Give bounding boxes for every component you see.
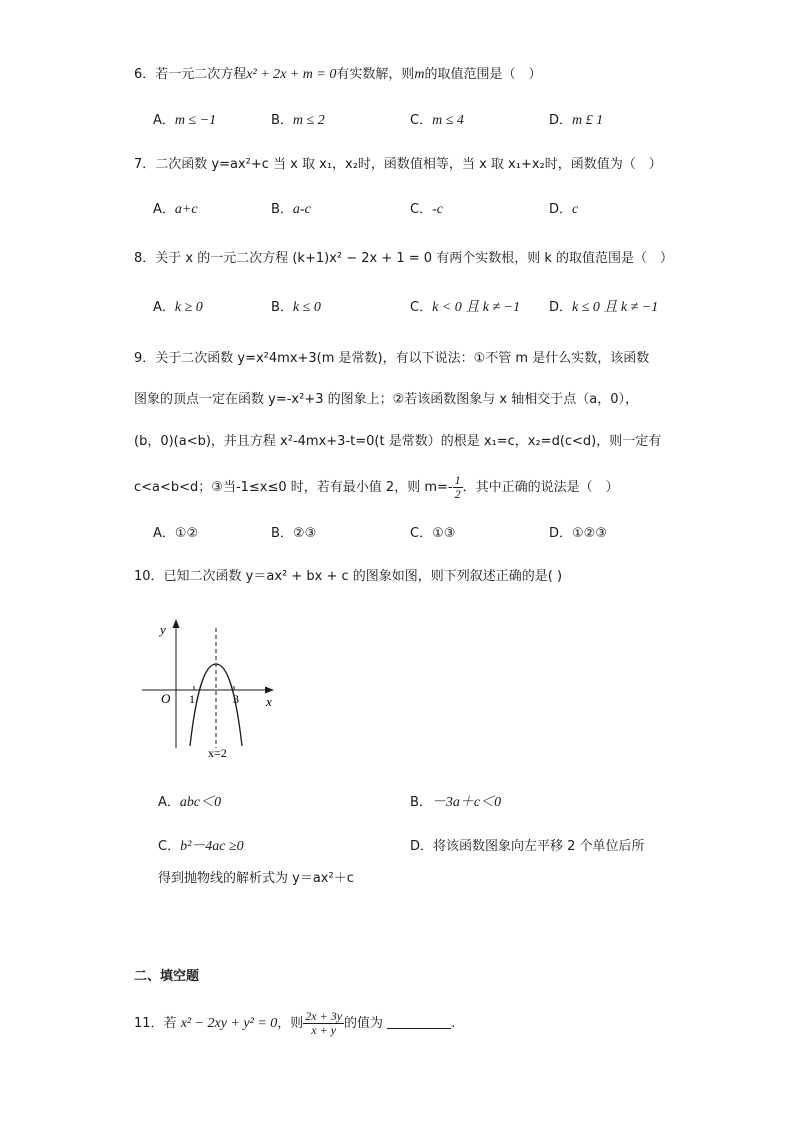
x-axis-label: x xyxy=(266,694,272,709)
option-letter: A． xyxy=(153,113,175,128)
q6-option-d[interactable] xyxy=(549,112,603,130)
option-letter: C． xyxy=(158,839,181,854)
question-8-stem: 8．关于 x 的一元二次方程 (k+1)x² − 2x + 1 = 0 有两个实数根，则 k 的取值范围是（ ） xyxy=(134,251,674,266)
q11-prefix: 11．若 xyxy=(134,1016,177,1031)
q11-equation: x² − 2xy + y² = 0 xyxy=(180,1016,278,1031)
option-text: c xyxy=(572,202,579,217)
option-text: m ≤ 4 xyxy=(432,113,464,128)
q8-option-c[interactable] xyxy=(410,299,520,317)
option-text: b²－4ac ≥0 xyxy=(180,839,244,854)
q9-line4-pre: c<a<b<d；③当-1≤x≤0 时，若有最小值 2，则 m=- xyxy=(134,480,453,495)
question-6-stem xyxy=(134,66,542,84)
q9-line4-post: ．其中正确的说法是（ ） xyxy=(462,480,619,495)
q9-option-c[interactable] xyxy=(410,525,455,543)
option-letter: B． xyxy=(271,526,293,541)
option-letter: B． xyxy=(271,113,293,128)
option-text: ①②③ xyxy=(572,526,607,541)
q6-option-c[interactable] xyxy=(410,112,464,130)
section-title-fill-in: 二、填空题 xyxy=(134,969,200,984)
q10-option-b[interactable] xyxy=(410,794,501,812)
q7-option-c[interactable] xyxy=(410,201,443,219)
q10-option-d-continuation: 得到抛物线的解析式为 y＝ax²＋c xyxy=(158,871,354,886)
option-text: -c xyxy=(432,202,443,217)
tick-3-label: 3 xyxy=(233,692,239,706)
q9-option-b[interactable] xyxy=(271,525,316,543)
q6-option-b[interactable] xyxy=(271,112,325,130)
option-letter: A． xyxy=(153,300,175,315)
option-text: 将该函数图象向左平移 2 个单位后所 xyxy=(433,839,645,854)
option-text: k ≤ 0 且 k ≠ −1 xyxy=(572,300,659,315)
q9-option-d[interactable] xyxy=(549,525,607,543)
option-letter: C． xyxy=(410,113,433,128)
question-9-line-1: 9．关于二次函数 y=x²4mx+3(m 是常数)，有以下说法：①不管 m 是什么实数，该函数 xyxy=(134,351,650,366)
option-text: k ≥ 0 xyxy=(174,300,203,315)
option-letter: B． xyxy=(271,202,293,217)
option-text: ②③ xyxy=(292,526,317,541)
option-text: m £ 1 xyxy=(572,113,604,128)
q9-option-a[interactable] xyxy=(153,525,198,543)
option-text: m ≤ 2 xyxy=(292,113,325,128)
fraction-numerator: 2x + 3y xyxy=(305,1009,343,1023)
q6-prefix: 6．若一元二次方程 xyxy=(134,67,247,82)
option-letter: B． xyxy=(410,795,432,810)
option-letter: A． xyxy=(153,202,175,217)
option-text: k < 0 且 k ≠ −1 xyxy=(432,300,521,315)
q6-var: m xyxy=(414,67,425,82)
q7-option-d[interactable] xyxy=(549,201,578,219)
option-letter: D． xyxy=(549,202,573,217)
question-9-line-4 xyxy=(134,474,619,501)
option-text: abc＜0 xyxy=(179,795,222,810)
q9-fraction xyxy=(453,474,463,501)
option-letter: C． xyxy=(410,526,433,541)
x-axis-arrow xyxy=(265,687,274,694)
q7-option-a[interactable] xyxy=(153,201,198,219)
q6-suffix: 有实数解，则 xyxy=(336,67,415,82)
q8-option-d[interactable] xyxy=(549,299,658,317)
q11-end: . xyxy=(451,1016,456,1031)
option-letter: A． xyxy=(153,526,175,541)
parabola-graph xyxy=(138,614,288,764)
option-letter: D． xyxy=(410,839,434,854)
option-text: k ≤ 0 xyxy=(292,300,321,315)
tick-1-label: 1 xyxy=(189,692,195,706)
q6-tail: 的取值范围是（ ） xyxy=(424,67,542,82)
q11-mid: ，则 xyxy=(277,1016,304,1031)
fraction-denominator: x + y xyxy=(311,1023,337,1037)
y-axis-arrow xyxy=(173,619,180,628)
option-text: －3a＋c＜0 xyxy=(431,795,502,810)
option-letter: B． xyxy=(271,300,293,315)
question-9-line-3: (b，0)(a<b)，并且方程 x²-4mx+3-t=0(t 是常数）的根是 x₁=c，x₂=d(c<d)，则一定有 xyxy=(134,434,662,449)
q6-option-a[interactable] xyxy=(153,112,216,130)
q8-option-a[interactable] xyxy=(153,299,203,317)
question-11-stem xyxy=(134,1010,455,1037)
q10-option-c[interactable] xyxy=(158,838,244,856)
y-axis-label: y xyxy=(160,622,166,637)
option-letter: D． xyxy=(549,113,573,128)
symmetry-axis-label: x=2 xyxy=(208,746,227,760)
option-text: a-c xyxy=(292,202,311,217)
answer-blank[interactable] xyxy=(387,1014,451,1029)
fraction-numerator: 1 xyxy=(454,473,461,487)
origin-label: O xyxy=(161,691,171,706)
option-text: ①② xyxy=(174,526,199,541)
option-text: a+c xyxy=(174,202,198,217)
q11-fraction xyxy=(303,1010,344,1037)
q10-option-d[interactable] xyxy=(410,838,645,856)
q10-option-a[interactable] xyxy=(158,794,221,812)
fraction-denominator: 2 xyxy=(454,487,461,501)
option-letter: C． xyxy=(410,300,433,315)
question-7-stem: 7．二次函数 y=ax²+c 当 x 取 x₁，x₂时，函数值相等，当 x 取 x₁+x₂时，函数值为（ ） xyxy=(134,157,662,172)
option-letter: D． xyxy=(549,300,573,315)
q8-option-b[interactable] xyxy=(271,299,321,317)
question-9-line-2: 图象的顶点一定在函数 y=-x²+3 的图象上；②若该函数图象与 x 轴相交于点（a，0）， xyxy=(134,392,638,407)
q11-suffix: 的值为 xyxy=(344,1016,384,1031)
option-text: m ≤ −1 xyxy=(174,113,217,128)
option-letter: C． xyxy=(410,202,433,217)
q7-option-b[interactable] xyxy=(271,201,311,219)
option-letter: A． xyxy=(158,795,180,810)
question-10-stem: 10．已知二次函数 y＝ax² + bx + c 的图象如图，则下列叙述正确的是( ) xyxy=(134,569,563,584)
q6-equation: x² + 2x + m = 0 xyxy=(246,67,337,82)
option-text: ①③ xyxy=(432,526,456,541)
option-letter: D． xyxy=(549,526,573,541)
